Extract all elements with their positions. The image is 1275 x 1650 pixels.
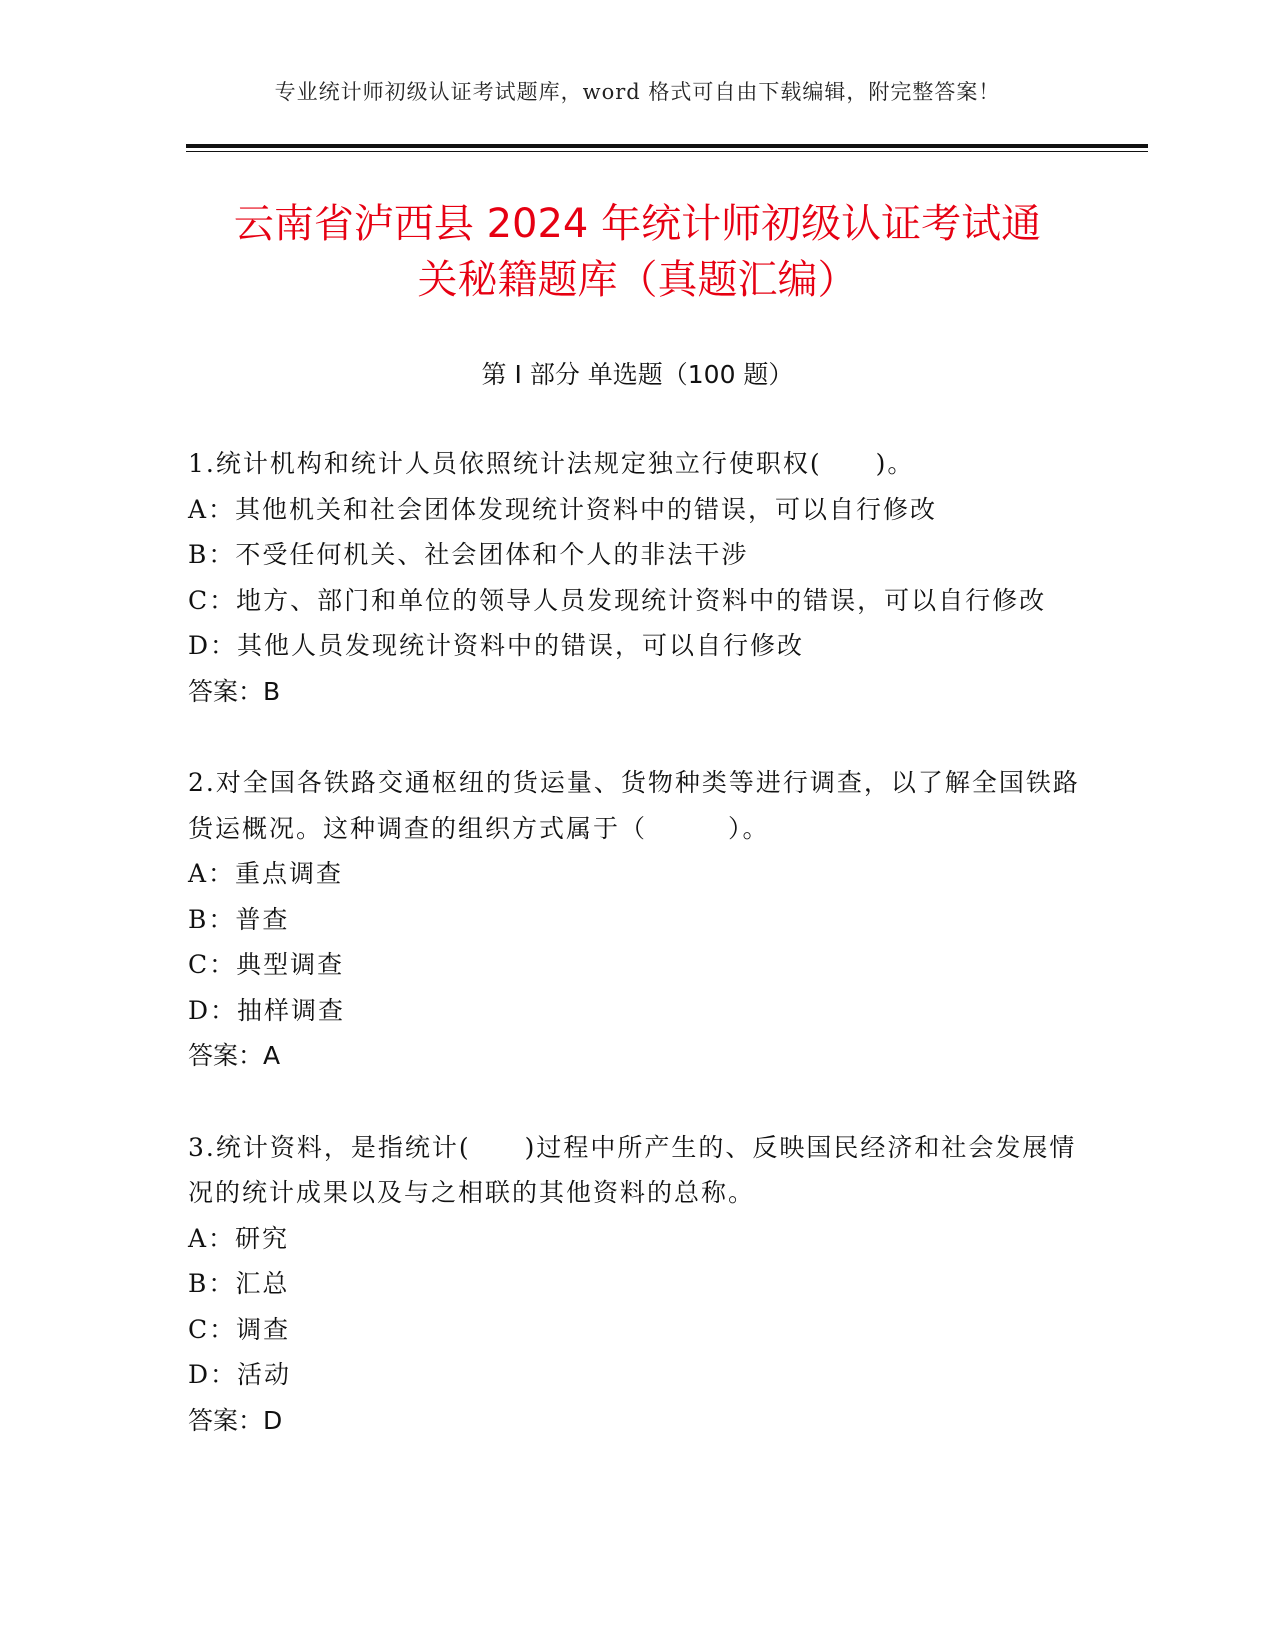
option-a: A：重点调查 xyxy=(188,859,344,888)
question-list xyxy=(188,441,1088,1489)
header-note: 专业统计师初级认证考试题库，word 格式可自由下载编辑，附完整答案！ xyxy=(274,80,1001,104)
question-2 xyxy=(188,760,1088,1079)
option-d: D：抽样调查 xyxy=(188,995,346,1025)
question-stem: 1.统计机构和统计人员依照统计法规定独立行使职权( )。 xyxy=(188,449,915,478)
option-a: A：研究 xyxy=(188,1223,290,1253)
option-c: C：典型调查 xyxy=(188,950,345,979)
option-b: B：汇总 xyxy=(188,1269,290,1298)
option-c: C：调查 xyxy=(188,1314,291,1344)
answer: 答案：B xyxy=(188,676,281,706)
option-d: D：活动 xyxy=(188,1360,292,1389)
option-b: B：普查 xyxy=(188,904,290,934)
question-1 xyxy=(188,441,1088,714)
option-a: A：其他机关和社会团体发现统计资料中的错误，可以自行修改 xyxy=(188,494,938,524)
header-rule-thick xyxy=(186,144,1148,148)
document-title-line-2: 关秘籍题库（真题汇编） xyxy=(417,257,858,303)
answer: 答案：D xyxy=(188,1405,283,1435)
document-title xyxy=(150,196,1125,308)
question-stem: 3.统计资料，是指统计( )过程中所产生的、反映国民经济和社会发展情况的统计成果以及与之相联的其他资料的总称。 xyxy=(188,1132,1077,1207)
option-b: B：不受任何机关、社会团体和个人的非法干涉 xyxy=(188,540,749,569)
option-d: D：其他人员发现统计资料中的错误，可以自行修改 xyxy=(188,631,805,660)
header-rule-thin xyxy=(186,151,1148,152)
question-3 xyxy=(188,1125,1088,1444)
question-stem: 2.对全国各铁路交通枢纽的货运量、货物种类等进行调查，以了解全国铁路货运概况。这种调查的组织方式属于（ ）。 xyxy=(188,768,1080,843)
section-title: 第 I 部分 单选题（100 题） xyxy=(481,360,794,389)
answer: 答案：A xyxy=(188,1041,281,1070)
option-c: C：地方、部门和单位的领导人员发现统计资料中的错误，可以自行修改 xyxy=(188,585,1047,615)
document-title-line-1: 云南省泸西县 2024 年统计师初级认证考试通 xyxy=(233,201,1042,247)
